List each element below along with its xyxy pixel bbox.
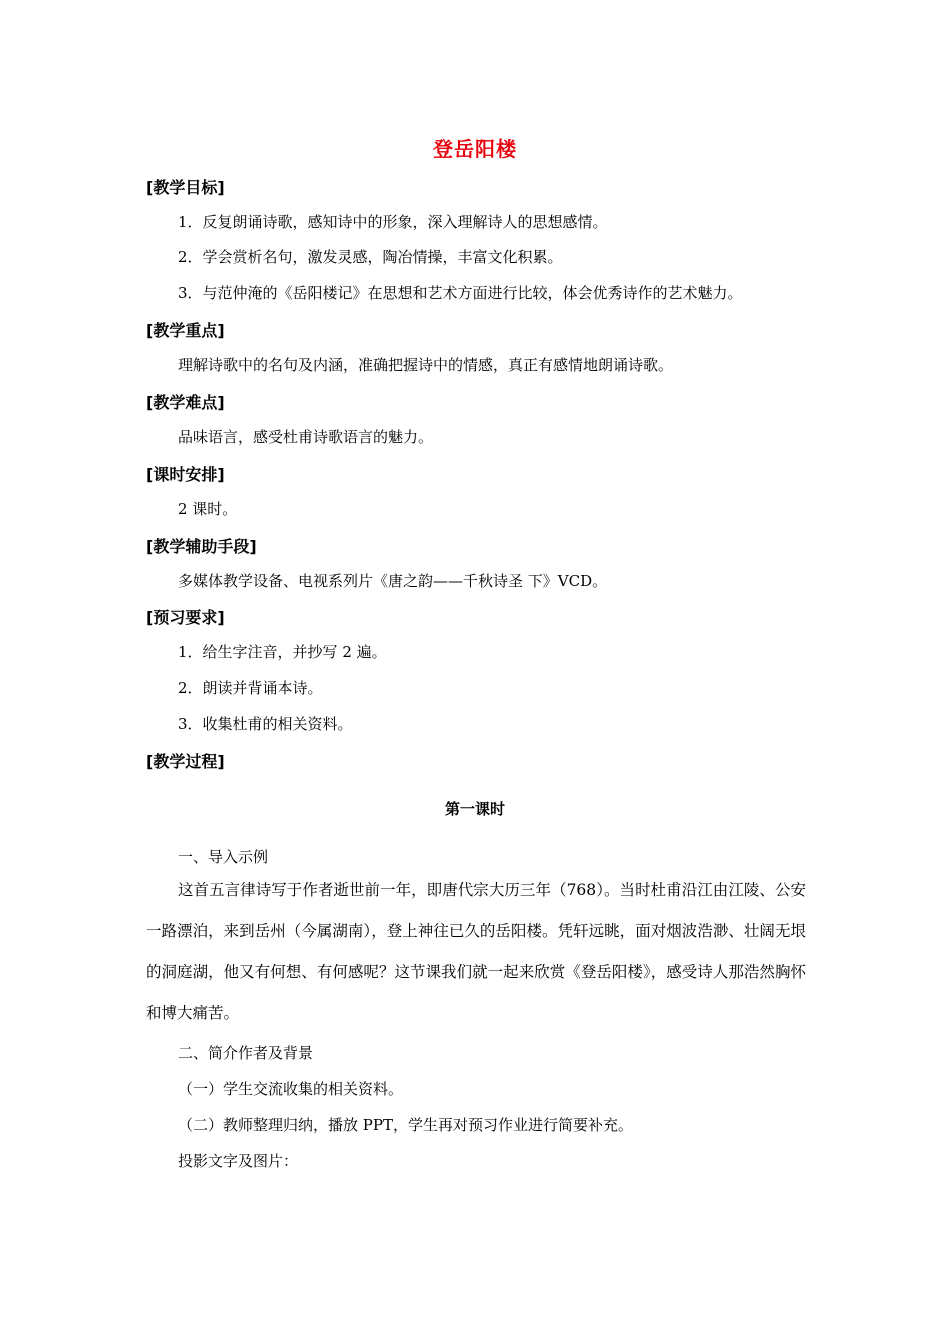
aids-heading: [教学辅助手段] bbox=[146, 537, 257, 556]
lesson-title: 第一课时 bbox=[444, 800, 505, 818]
preview-item-1: 1．给生字注音，并抄写 2 遍。 bbox=[178, 643, 387, 661]
key-points-heading: [教学重点] bbox=[146, 321, 225, 340]
difficulties-heading: [教学难点] bbox=[146, 393, 225, 412]
objective-item-3: 3．与范仲淹的《岳阳楼记》在思想和艺术方面进行比较，体会优秀诗作的艺术魅力。 bbox=[178, 284, 743, 302]
difficulties-text: 品味语言，感受杜甫诗歌语言的魅力。 bbox=[178, 428, 434, 446]
key-points-text: 理解诗歌中的名句及内涵，准确把握诗中的情感，真正有感情地朗诵诗歌。 bbox=[178, 356, 674, 374]
section1-title: 一、导入示例 bbox=[178, 848, 269, 866]
process-heading: [教学过程] bbox=[146, 752, 225, 771]
section2-title: 二、简介作者及背景 bbox=[178, 1044, 314, 1062]
section1-paragraph: 这首五言律诗写于作者逝世前一年，即唐代宗大历三年（768）。当时杜甫沿江由江陵、公安一路漂泊，来到岳州（今属湖南），登上神往已久的岳阳楼。凭轩远眺，面对烟波浩渺、壮阔无垠的洞庭湖，他又有何想、有何感呢？这节课我们就一起来欣赏《登岳阳楼》，感受诗人那浩然胸怀和博大痛苦。 bbox=[146, 881, 806, 1022]
objective-item-1: 1．反复朗诵诗歌，感知诗中的形象，深入理解诗人的思想感情。 bbox=[178, 213, 608, 231]
section2-sub2: （二）教师整理归纳，播放 PPT，学生再对预习作业进行简要补充。 bbox=[178, 1116, 633, 1134]
document-title: 登岳阳楼 bbox=[433, 137, 517, 161]
objective-item-2: 2．学会赏析名句，激发灵感，陶冶情操，丰富文化积累。 bbox=[178, 248, 563, 266]
schedule-text: 2 课时。 bbox=[178, 500, 238, 518]
objectives-heading: [教学目标] bbox=[146, 178, 225, 197]
preview-item-3: 3．收集杜甫的相关资料。 bbox=[178, 715, 353, 733]
aids-text: 多媒体教学设备、电视系列片《唐之韵——千秋诗圣 下》VCD。 bbox=[178, 572, 608, 590]
preview-item-2: 2．朗读并背诵本诗。 bbox=[178, 679, 323, 697]
preview-heading: [预习要求] bbox=[146, 608, 225, 627]
section2-sub1: （一）学生交流收集的相关资料。 bbox=[178, 1080, 404, 1098]
projection-label: 投影文字及图片： bbox=[178, 1152, 299, 1170]
schedule-heading: [课时安排] bbox=[146, 465, 225, 484]
